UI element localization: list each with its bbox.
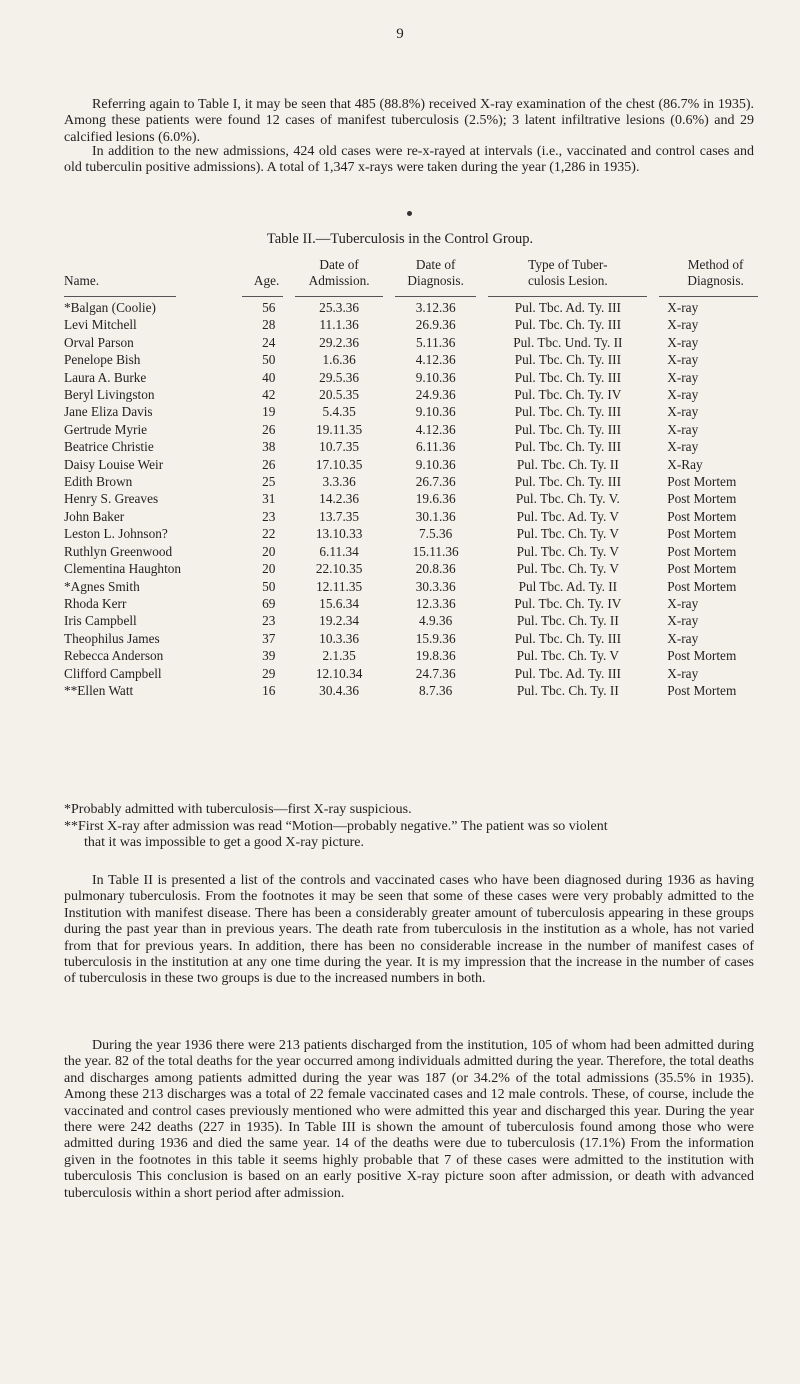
cell-admission-date: 13.7.35	[319, 508, 360, 524]
cell-diagnosis-date: 15.9.36	[415, 630, 456, 646]
cell-diagnosis-date: 9.10.36	[415, 404, 456, 420]
cell-method: X-ray	[667, 613, 699, 629]
cell-method: Post Mortem	[667, 578, 737, 594]
header-admission	[289, 257, 388, 293]
cell-admission-date: 10.3.36	[319, 630, 360, 646]
cell-name: Henry S. Greaves	[64, 491, 159, 507]
cell-age: 50	[262, 578, 276, 594]
table-caption: Table II.—Tuberculosis in the Control Group.	[266, 231, 534, 247]
cell-method: X-ray	[667, 334, 699, 350]
cell-diagnosis-date: 30.3.36	[415, 578, 456, 594]
cell-lesion-type: Pul. Tbc. Ch. Ty. V.	[515, 491, 620, 507]
header-diagnosis-line1: Date of	[415, 257, 456, 272]
cell-method: X-ray	[667, 421, 699, 437]
cell-admission-date: 12.11.35	[316, 578, 363, 594]
ink-dot	[407, 211, 412, 216]
cell-admission-date: 13.10.33	[315, 526, 363, 542]
cell-age: 23	[262, 508, 276, 524]
cell-diagnosis-date: 8.7.36	[419, 682, 453, 698]
header-method-line1: Method of	[687, 257, 744, 272]
cell-lesion-type: Pul. Tbc. Ch. Ty. III	[514, 317, 621, 333]
cell-admission-date: 17.10.35	[315, 456, 363, 472]
header-rule-line	[659, 296, 758, 297]
header-rule-line	[395, 296, 477, 297]
cell-admission-date: 14.2.36	[319, 491, 360, 507]
table-row	[64, 403, 764, 420]
header-rule-line	[242, 296, 284, 297]
cell-method: X-ray	[667, 317, 699, 333]
table-row	[64, 560, 764, 577]
cell-lesion-type: Pul. Tbc. Ch. Ty. III	[514, 369, 621, 385]
table-header-row	[64, 257, 764, 293]
cell-admission-date: 11.1.36	[319, 317, 359, 333]
cell-age: 24	[262, 334, 276, 350]
cell-admission-date: 29.2.36	[319, 334, 360, 350]
cell-lesion-type: Pul. Tbc. Ch. Ty. III	[514, 404, 621, 420]
footnote-double-asterisk-line1: **First X-ray after admission was read “Motion—probably negative.” The patient was so violent	[64, 819, 608, 834]
cell-method: X-ray	[667, 404, 699, 420]
cell-name: Penelope Bish	[64, 352, 141, 368]
header-diagnosis	[389, 257, 483, 293]
cell-name: Theophilus James	[64, 630, 160, 646]
cell-lesion-type: Pul. Tbc. Ch. Ty. V	[516, 561, 620, 577]
table-row	[64, 490, 764, 507]
table-row	[64, 316, 764, 333]
cell-method: Post Mortem	[667, 526, 737, 542]
cell-age: 42	[262, 387, 276, 403]
cell-age: 56	[262, 300, 276, 315]
footnote-double-asterisk-line2: that it was impossible to get a good X-ray picture.	[84, 835, 364, 851]
cell-lesion-type: Pul. Tbc. Ch. Ty. II	[516, 682, 619, 698]
cell-age: 31	[262, 491, 276, 507]
cell-method: Post Mortem	[667, 491, 737, 507]
cell-name: Daisy Louise Weir	[64, 456, 164, 472]
cell-name: Beryl Livingston	[64, 387, 155, 403]
cell-method: Post Mortem	[667, 543, 737, 559]
cell-diagnosis-date: 4.12.36	[415, 352, 456, 368]
cell-lesion-type: Pul. Tbc. Ch. Ty. V	[516, 526, 620, 542]
cell-age: 26	[262, 456, 276, 472]
cell-admission-date: 19.11.35	[316, 421, 363, 437]
cell-method: Post Mortem	[667, 474, 737, 490]
cell-age: 19	[262, 404, 276, 420]
table-row	[64, 612, 764, 629]
cell-name: Orval Parson	[64, 334, 134, 350]
cell-name: Ruthlyn Greenwood	[64, 543, 173, 559]
cell-admission-date: 10.7.35	[319, 439, 360, 455]
cell-admission-date: 15.6.34	[319, 595, 360, 611]
cell-method: X-ray	[667, 630, 699, 646]
cell-age: 38	[262, 439, 276, 455]
cell-admission-date: 29.5.36	[319, 369, 360, 385]
cell-name: Jane Eliza Davis	[64, 404, 153, 420]
cell-method: Post Mortem	[667, 561, 737, 577]
table-row	[64, 543, 764, 560]
cell-method: X-ray	[667, 595, 699, 611]
cell-diagnosis-date: 12.3.36	[415, 595, 456, 611]
cell-admission-date: 30.4.36	[319, 682, 360, 698]
header-admission-line1: Date of	[319, 257, 359, 272]
table-row	[64, 578, 764, 595]
cell-method: X-ray	[667, 300, 699, 315]
table-body	[64, 299, 764, 699]
table-row	[64, 369, 764, 386]
cell-lesion-type: Pul. Tbc. Ch. Ty. IV	[514, 595, 622, 611]
cell-diagnosis-date: 3.12.36	[415, 300, 456, 315]
table-row	[64, 647, 764, 664]
header-admission-line2: Admission.	[308, 273, 370, 288]
cell-name: Edith Brown	[64, 474, 133, 490]
cell-age: 20	[262, 543, 276, 559]
header-rule-line	[64, 296, 176, 297]
cell-name: Clifford Campbell	[64, 665, 162, 681]
cell-lesion-type: Pul. Tbc. Ch. Ty. V	[516, 543, 620, 559]
header-method-line2: Diagnosis.	[687, 273, 744, 288]
cell-name: **Ellen Watt	[64, 682, 134, 698]
footnote-double-asterisk	[64, 819, 754, 852]
cell-diagnosis-date: 20.8.36	[415, 561, 456, 577]
cell-name: Gertrude Myrie	[64, 421, 148, 437]
cell-admission-date: 22.10.35	[315, 561, 363, 577]
cell-lesion-type: Pul. Tbc. Ch. Ty. III	[514, 421, 621, 437]
paragraph-table-discussion: In Table II is presented a list of the controls and vaccinated cases who have been diagnosed during 1936 as having pulmonary tuberculosis. From the footnotes it may be seen that some of these cases were very probably admitted to the Institution with manifest disease. There has been a considerably greater amount of tuberculosis appearing in these groups during the past year than in previous years. The death rate from tuberculosis in the institution as a whole, has not varied from that for previous years. In addition, there has been no considerable increase in the number of manifest cases of tuberculosis in the institution at any one time during the year. It is my impression that the increase in the number of cases of tuberculosis in these two groups is due to the increased numbers in both.	[64, 873, 754, 987]
cell-age: 23	[262, 613, 276, 629]
cell-name: John Baker	[64, 508, 125, 524]
cell-diagnosis-date: 4.12.36	[415, 421, 456, 437]
table-row	[64, 299, 764, 316]
table-row	[64, 630, 764, 647]
cell-lesion-type: Pul. Tbc. Ch. Ty. II	[516, 613, 619, 629]
cell-diagnosis-date: 9.10.36	[415, 456, 456, 472]
cell-lesion-type: Pul. Tbc. Ch. Ty. III	[514, 474, 621, 490]
cell-method: Post Mortem	[667, 682, 737, 698]
cell-name: *Balgan (Coolie)	[64, 300, 156, 315]
cell-diagnosis-date: 4.9.36	[419, 613, 453, 629]
cell-admission-date: 12.10.34	[315, 665, 363, 681]
header-type-line1: Type of Tuber-	[528, 257, 608, 272]
cell-method: X-ray	[667, 665, 699, 681]
paragraph-xray-summary: Referring again to Table I, it may be seen that 485 (88.8%) received X-ray examination of the chest (86.7% in 1935). Among these patients were found 12 cases of manifest tuberculosis (2.5%); 3 latent infiltrative lesions (0.6%) and 29 calcified lesions (6.0%).	[64, 97, 754, 145]
header-rule-line	[488, 296, 647, 297]
paragraph-rexray-totals: In addition to the new admissions, 424 old cases were re-x-rayed at intervals (i.e., vaccinated and control cases and old tuberculin positive admissions). A total of 1,347 x-rays were taken during the year (1,286 in 1935).	[64, 144, 754, 176]
cell-age: 20	[262, 561, 276, 577]
cell-name: Rebecca Anderson	[64, 648, 164, 664]
cell-diagnosis-date: 26.9.36	[415, 317, 456, 333]
cell-name: Laura A. Burke	[64, 369, 147, 385]
paragraph-discharges-deaths: During the year 1936 there were 213 patients discharged from the institution, 105 of whom had been admitted during the year. 82 of the total deaths for the year occurred among individuals admitted during the year. Therefore, the total deaths and discharges among patients admitted during the year was 187 (or 34.2% of the total admissions (35.5% in 1935). Among these 213 discharges was a total of 22 female vaccinated cases and 12 male controls. These, of course, include the vaccinated and control cases previously mentioned who were admitted this year and discharged this year. During the year there were 242 deaths (227 in 1935). In Table III is shown the amount of tuberculosis found among those who were admitted during 1936 and died the same year. 14 of the deaths were due to tuberculosis (17.1%) From the information given in the footnotes in this table it seems highly probable that 7 of these cases were admitted to the institution with tuberculosis This conclusion is based on an early positive X-ray picture soon after admission, or death with advanced tuberculosis within a short period after admission.	[64, 1038, 754, 1201]
control-group-table	[64, 257, 764, 699]
cell-diagnosis-date: 5.11.36	[415, 334, 456, 350]
cell-lesion-type: Pul. Tbc. Ch. Ty. III	[514, 439, 621, 455]
table-row	[64, 438, 764, 455]
cell-method: Post Mortem	[667, 508, 737, 524]
cell-diagnosis-date: 24.7.36	[415, 665, 456, 681]
cell-diagnosis-date: 9.10.36	[415, 369, 456, 385]
cell-age: 28	[262, 317, 276, 333]
cell-admission-date: 6.11.34	[319, 543, 359, 559]
cell-lesion-type: Pul. Tbc. Ad. Ty. III	[514, 665, 621, 681]
cell-name: Rhoda Kerr	[64, 595, 127, 611]
cell-admission-date: 5.4.35	[322, 404, 356, 420]
cell-age: 16	[262, 682, 276, 698]
cell-diagnosis-date: 7.5.36	[419, 526, 453, 542]
cell-method: X-Ray	[667, 456, 703, 472]
cell-age: 25	[262, 474, 276, 490]
cell-name: Clementina Haughton	[64, 561, 182, 577]
cell-diagnosis-date: 26.7.36	[415, 474, 456, 490]
cell-admission-date: 19.2.34	[319, 613, 360, 629]
header-type-line2: culosis Lesion.	[527, 273, 608, 288]
cell-lesion-type: Pul Tbc. Ad. Ty. II	[518, 578, 618, 594]
cell-method: X-ray	[667, 387, 699, 403]
cell-age: 29	[262, 665, 276, 681]
cell-admission-date: 1.6.36	[322, 352, 356, 368]
header-rule-line	[295, 296, 382, 297]
cell-method: X-ray	[667, 439, 699, 455]
cell-method: Post Mortem	[667, 648, 737, 664]
cell-method: X-ray	[667, 352, 699, 368]
table-row	[64, 334, 764, 351]
cell-lesion-type: Pul. Tbc. Ch. Ty. IV	[514, 387, 622, 403]
footnote-single-asterisk: *Probably admitted with tuberculosis—first X-ray suspicious.	[64, 802, 412, 817]
cell-age: 40	[262, 369, 276, 385]
table-row	[64, 508, 764, 525]
cell-age: 26	[262, 421, 276, 437]
cell-lesion-type: Pul. Tbc. Ch. Ty. II	[516, 456, 619, 472]
table-row	[64, 682, 764, 699]
cell-diagnosis-date: 19.8.36	[415, 648, 456, 664]
cell-lesion-type: Pul. Tbc. Ch. Ty. V	[516, 648, 620, 664]
cell-age: 69	[262, 595, 276, 611]
cell-age: 50	[262, 352, 276, 368]
cell-lesion-type: Pul. Tbc. Ch. Ty. III	[514, 352, 621, 368]
table-row	[64, 351, 764, 368]
cell-diagnosis-date: 24.9.36	[415, 387, 456, 403]
cell-diagnosis-date: 19.6.36	[415, 491, 456, 507]
cell-admission-date: 25.3.36	[319, 300, 360, 315]
cell-lesion-type: Pul. Tbc. Ad. Ty. III	[514, 300, 621, 315]
cell-name: *Agnes Smith	[64, 578, 140, 594]
cell-admission-date: 2.1.35	[322, 648, 356, 664]
cell-admission-date: 3.3.36	[322, 474, 356, 490]
cell-name: Beatrice Christie	[64, 439, 154, 455]
header-age: Age.	[253, 273, 280, 288]
cell-age: 22	[262, 526, 276, 542]
header-diagnosis-line2: Diagnosis.	[407, 273, 464, 288]
table-row	[64, 456, 764, 473]
cell-admission-date: 20.5.35	[319, 387, 360, 403]
cell-age: 39	[262, 648, 276, 664]
cell-lesion-type: Pul. Tbc. Ch. Ty. III	[514, 630, 621, 646]
table-row	[64, 386, 764, 403]
cell-name: Iris Campbell	[64, 613, 137, 629]
table-row	[64, 525, 764, 542]
table-row	[64, 595, 764, 612]
cell-diagnosis-date: 15.11.36	[412, 543, 459, 559]
header-name: Name.	[64, 273, 100, 288]
page-number: 9	[396, 26, 404, 42]
table-row	[64, 421, 764, 438]
table-row	[64, 473, 764, 490]
cell-lesion-type: Pul. Tbc. Ad. Ty. V	[516, 508, 620, 524]
cell-diagnosis-date: 30.1.36	[415, 508, 456, 524]
cell-diagnosis-date: 6.11.36	[415, 439, 456, 455]
cell-name: Levi Mitchell	[64, 317, 137, 333]
header-type	[482, 257, 653, 293]
table-row	[64, 665, 764, 682]
cell-lesion-type: Pul. Tbc. Und. Ty. II	[513, 334, 623, 350]
cell-age: 37	[262, 630, 276, 646]
cell-method: X-ray	[667, 369, 699, 385]
cell-name: Leston L. Johnson?	[64, 526, 168, 542]
header-method	[653, 257, 764, 293]
